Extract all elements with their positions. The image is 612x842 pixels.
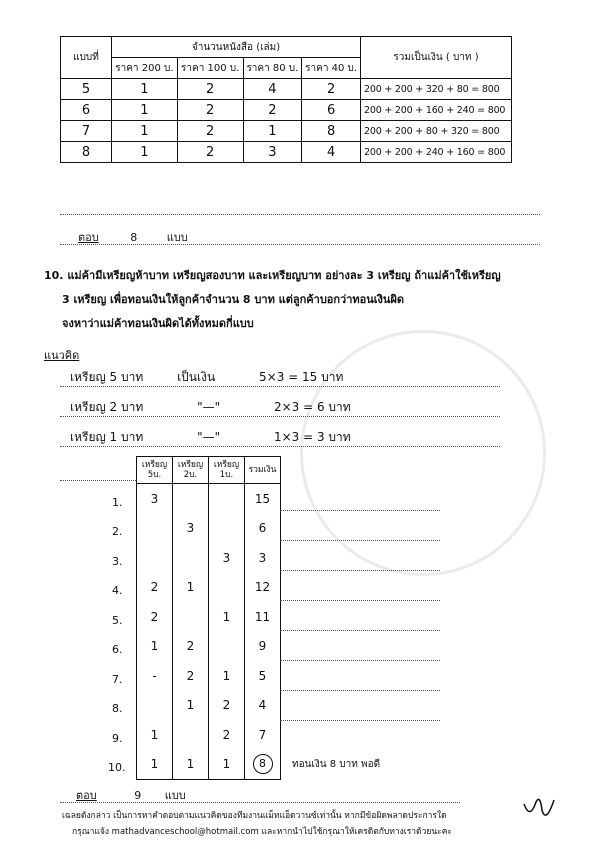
sum-cell: 200 + 200 + 240 + 160 = 800 — [361, 142, 512, 163]
answer-1: ตอบ 8 แบบ — [78, 231, 188, 244]
dotted-line — [280, 540, 440, 541]
calc-line-1: เหรียญ 5 บาท เป็นเงิน 5×3 = 15 บาท — [70, 370, 344, 384]
table-row — [61, 79, 512, 100]
way-cell: 6 — [61, 100, 112, 121]
table-row: 3 15 — [137, 484, 281, 514]
count-cell: 6 — [302, 100, 361, 121]
question-10: 10. แม่ค้ามีเหรียญห้าบาท เหรียญสองบาท และเหรียญบาท อย่างละ 3 เหรียญ ถ้าแม่ค้าใช้เหรียญ — [44, 269, 501, 282]
approach-label: แนวคิด — [44, 349, 80, 362]
way-cell: 7 — [61, 121, 112, 142]
dotted-line — [280, 690, 440, 691]
dotted-line — [60, 386, 500, 387]
question-10-line3: จงหาว่าแม่ค้าทอนเงินผิดได้ทั้งหมดกี่แบบ — [62, 317, 254, 330]
table-row: 2 1 12 — [137, 573, 281, 603]
row-number: 3. — [112, 555, 123, 568]
dotted-line — [280, 630, 440, 631]
count-cell: 1 — [112, 142, 178, 163]
col-total-header: รวมเป็นเงิน ( บาท ) — [361, 37, 512, 79]
circled-total: 8 — [253, 754, 273, 774]
dotted-line — [60, 802, 460, 803]
row-number: 2. — [112, 525, 123, 538]
sum-cell: 200 + 200 + 160 + 240 = 800 — [361, 100, 512, 121]
dotted-line — [60, 244, 540, 245]
table-row: 3 6 — [137, 514, 281, 544]
table-row — [61, 121, 512, 142]
table-row: 1 2 7 — [137, 720, 281, 750]
way-cell: 5 — [61, 79, 112, 100]
count-cell: 1 — [243, 121, 302, 142]
row-number: 8. — [112, 702, 123, 715]
table-row: 2 1 11 — [137, 602, 281, 632]
dotted-line — [280, 720, 440, 721]
table-row — [61, 100, 512, 121]
row-number: 5. — [112, 614, 123, 627]
row-number: 9. — [112, 732, 123, 745]
answer-2: ตอบ 9 แบบ — [76, 789, 186, 802]
dotted-line — [60, 480, 136, 481]
table-row: 3 3 — [137, 543, 281, 573]
way-cell: 8 — [61, 142, 112, 163]
table-row: 1 1 1 8 — [137, 750, 281, 780]
calc-line-2: เหรียญ 2 บาท "—" 2×3 = 6 บาท — [70, 400, 351, 414]
count-cell: 2 — [177, 121, 243, 142]
row10-note: ทอนเงิน 8 บาท พอดี — [292, 759, 381, 770]
coins-table — [136, 456, 281, 780]
sum-cell: 200 + 200 + 80 + 320 = 800 — [361, 121, 512, 142]
price-col-header: ราคา 100 บ. — [177, 58, 243, 79]
table-row: 1 2 4 — [137, 691, 281, 721]
count-cell: 4 — [243, 79, 302, 100]
dotted-line — [60, 416, 500, 417]
dotted-line — [280, 660, 440, 661]
price-col-header: ราคา 200 บ. — [112, 58, 178, 79]
count-cell: 2 — [177, 100, 243, 121]
dotted-line — [280, 600, 440, 601]
col-header: เหรียญ 5บ. — [137, 457, 173, 484]
col-header: รวมเงิน — [245, 457, 281, 484]
count-cell: 2 — [302, 79, 361, 100]
signature-icon — [520, 790, 560, 830]
col-way-header: แบบที่ — [61, 37, 112, 79]
group-header: จำนวนหนังสือ (เล่ม) — [112, 37, 361, 58]
table-row: - 2 1 5 — [137, 661, 281, 691]
price-col-header: ราคา 40 บ. — [302, 58, 361, 79]
calc-line-3: เหรียญ 1 บาท "—" 1×3 = 3 บาท — [70, 430, 351, 444]
row-number: 7. — [112, 673, 123, 686]
row-number: 6. — [112, 643, 123, 656]
count-cell: 2 — [177, 79, 243, 100]
col-header: เหรียญ 2บ. — [173, 457, 209, 484]
table-row: 1 2 9 — [137, 632, 281, 662]
question-10-line2: 3 เหรียญ เพื่อทอนเงินให้ลูกค้าจำนวน 8 บาท แต่ลูกค้าบอกว่าทอนเงินผิด — [62, 293, 405, 306]
table-row — [61, 142, 512, 163]
count-cell: 1 — [112, 121, 178, 142]
count-cell: 1 — [112, 79, 178, 100]
row-number: 4. — [112, 584, 123, 597]
col-header: เหรียญ 1บ. — [209, 457, 245, 484]
count-cell: 8 — [302, 121, 361, 142]
sum-cell: 200 + 200 + 320 + 80 = 800 — [361, 79, 512, 100]
count-cell: 1 — [112, 100, 178, 121]
price-col-header: ราคา 80 บ. — [243, 58, 302, 79]
footer-line-2: กรุณาแจ้ง mathadvanceschool@hotmail.com และหากนำไปใช้กรุณาให้เครดิตกับทางเราด้วยนะคะ — [72, 827, 452, 837]
dotted-line — [60, 214, 540, 215]
count-cell: 3 — [243, 142, 302, 163]
footer-line-1: เฉลยดังกล่าว เป็นการหาคำตอบตามแนวคิดของทีมงานแม็ทแอ็ดวานซ์เท่านั้น หากมีข้อผิดพลาดประการใด — [62, 811, 447, 821]
dotted-line — [280, 570, 440, 571]
count-cell: 2 — [243, 100, 302, 121]
dotted-line — [280, 510, 440, 511]
count-cell: 2 — [177, 142, 243, 163]
row-number: 10. — [108, 761, 126, 774]
count-cell: 4 — [302, 142, 361, 163]
books-table — [60, 36, 512, 163]
row-number: 1. — [112, 496, 123, 509]
dotted-line — [60, 446, 500, 447]
